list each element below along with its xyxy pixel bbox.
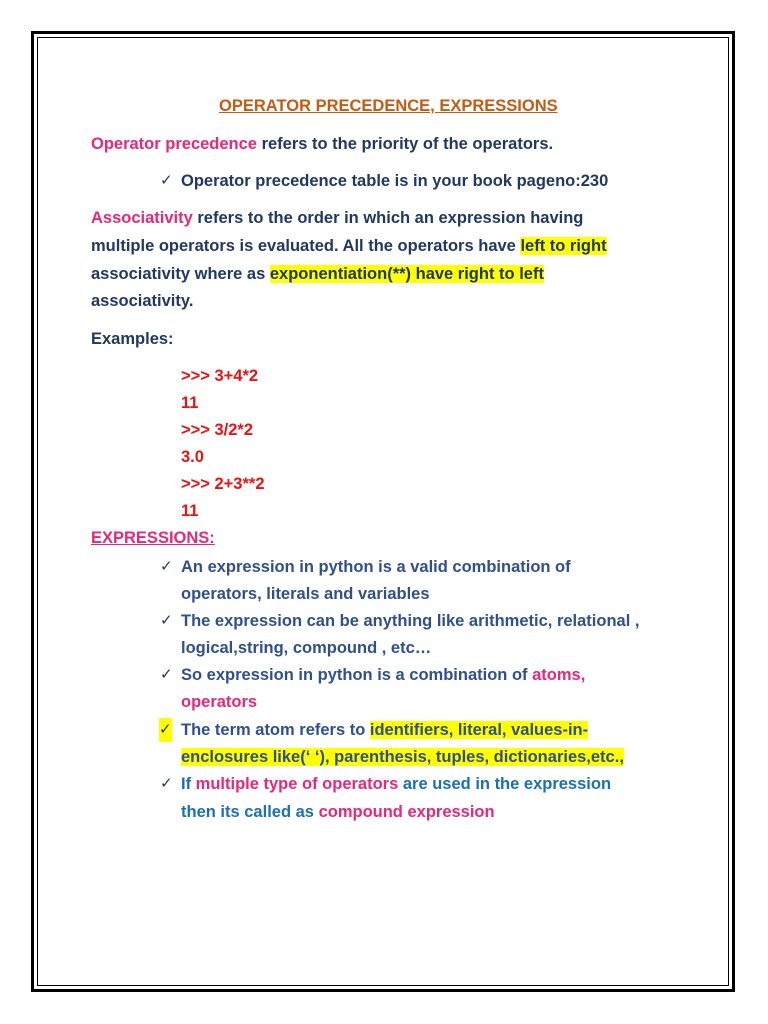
checkmark-icon: ✓ bbox=[160, 775, 173, 792]
associativity-text: associativity where as bbox=[91, 265, 270, 283]
example-line: >>> 3/2*2 bbox=[181, 421, 254, 439]
bullet-1-line-2: operators, literals and variables bbox=[181, 585, 430, 603]
bullet-4-line-2 bbox=[181, 745, 624, 769]
bullet-text: The term atom refers to bbox=[181, 721, 370, 739]
associativity-line-1 bbox=[91, 206, 583, 230]
precedence-paragraph bbox=[91, 132, 553, 156]
checkmark-icon: ✓ bbox=[160, 172, 173, 189]
atoms-term: atoms, bbox=[532, 666, 586, 684]
example-line: 3.0 bbox=[181, 448, 204, 466]
multiple-operators-term: multiple type of operators bbox=[195, 775, 399, 793]
bullet-5-line-2 bbox=[181, 800, 495, 824]
associativity-term: Associativity bbox=[91, 209, 193, 227]
checkmark-icon: ✓ bbox=[160, 558, 173, 575]
bullet-text: then its called as bbox=[181, 803, 319, 821]
example-line: 11 bbox=[181, 394, 199, 412]
example-line: 11 bbox=[181, 502, 199, 520]
bullet-3-line-1 bbox=[181, 663, 585, 687]
bullet-3-line-2: operators bbox=[181, 693, 258, 711]
bullet-5-line-1 bbox=[181, 772, 611, 796]
checkmark-icon: ✓ bbox=[160, 612, 173, 629]
bullet-text: So expression in python is a combination of bbox=[181, 666, 533, 684]
compound-expression-term: compound expression bbox=[318, 803, 495, 821]
example-line: >>> 2+3**2 bbox=[181, 475, 265, 493]
checkmark-icon: ✓ bbox=[160, 666, 173, 683]
precedence-definition: refers to the priority of the operators. bbox=[256, 135, 554, 153]
page-title: OPERATOR PRECEDENCE, EXPRESSIONS bbox=[219, 97, 558, 115]
bullet-4-line-1 bbox=[181, 718, 588, 742]
examples-label: Examples: bbox=[91, 330, 174, 348]
highlight-identifiers: identifiers, literal, values-in- bbox=[369, 721, 589, 739]
bullet-2-line-2: logical,string, compound , etc… bbox=[181, 639, 432, 657]
precedence-term: Operator precedence bbox=[91, 135, 257, 153]
precedence-bullet: Operator precedence table is in your book pageno:230 bbox=[181, 172, 609, 190]
bullet-text: are used in the expression bbox=[398, 775, 612, 793]
associativity-text: refers to the order in which an expression having bbox=[192, 209, 584, 227]
example-line: >>> 3+4*2 bbox=[181, 367, 259, 385]
highlight-enclosures: enclosures like(‘ ‘), parenthesis, tuples, dictionaries,etc., bbox=[181, 748, 624, 766]
associativity-text: multiple operators is evaluated. All the operators have bbox=[91, 237, 521, 255]
associativity-line-4: associativity. bbox=[91, 292, 194, 310]
bullet-2-line-1: The expression can be anything like arithmetic, relational , bbox=[181, 612, 640, 630]
highlight-left-to-right: left to right bbox=[520, 237, 607, 255]
associativity-line-2 bbox=[91, 234, 607, 258]
bullet-text: If bbox=[181, 775, 196, 793]
bullet-1-line-1: An expression in python is a valid combination of bbox=[181, 558, 571, 576]
highlight-exponentiation: exponentiation(**) have right to left bbox=[269, 265, 544, 283]
expressions-heading: EXPRESSIONS: bbox=[91, 529, 215, 547]
associativity-line-3 bbox=[91, 262, 544, 286]
checkmark-icon: ✓ bbox=[159, 718, 172, 742]
